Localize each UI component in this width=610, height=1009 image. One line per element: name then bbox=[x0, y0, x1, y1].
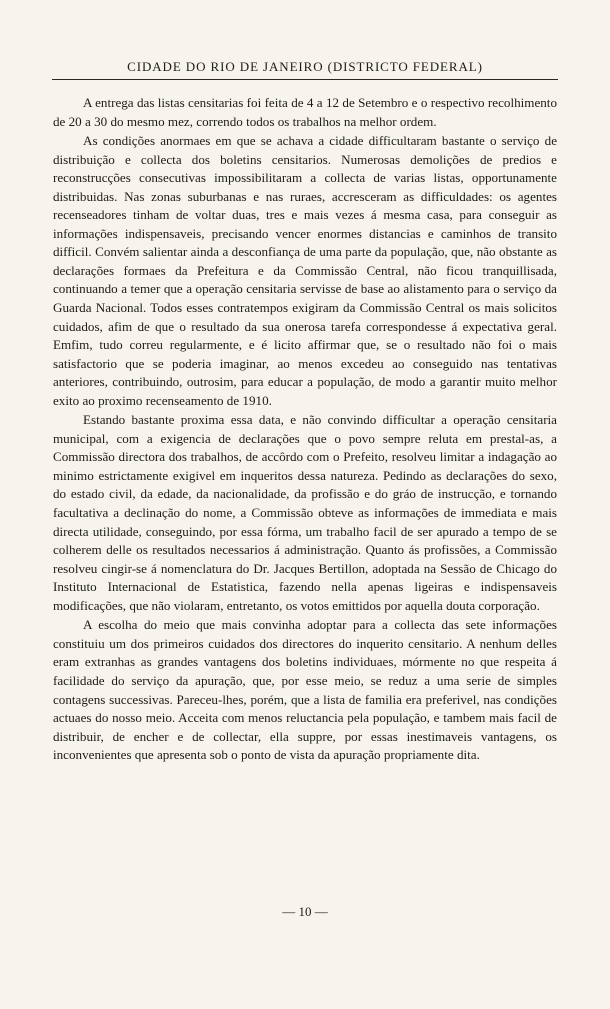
running-head: CIDADE DO RIO DE JANEIRO (DISTRICTO FEDERAL) bbox=[127, 59, 483, 74]
body-text bbox=[53, 94, 557, 765]
paragraph-2: As condições anormaes em que se achava a cidade difficultaram bastante o serviço de distribuição e collecta dos boletins censitarios. Numerosas demolições de predios e reconstrucções consecutivas impossibilitaram a collecta de varias listas, opportunamente distribuidas. Nas zonas suburbanas e nas ruraes, accresceram as difficuldades: os agentes recenseadores tinham de voltar duas, tres e mais vezes á mesma casa, para conseguir as informações indispensaveis, precisando vencer enormes distancias e caminhos de transito difficil. Convém salientar ainda a desconfiança de uma parte da população, que, não obstante as declarações formaes da Prefeitura e da Commissão Central, não ficou tranquillisada, continuando a temer que a operação censitaria servisse de base ao alistamento para o serviço da Guarda Nacional. Todos esses contratempos exigiram da Commissão Central os mais solicitos cuidados, afim de que o resultado da sua onerosa tarefa correspondesse á expectativa geral. Emfim, tudo correu regularmente, e é licito affirmar que, se o resultado não foi o mais satisfactorio que se poderia imaginar, ao menos excedeu ao conseguido nas tentativas anteriores, contribuindo, outrosim, para educar a população, de modo a garantir muito melhor exito ao proximo recenseamento de 1910. bbox=[53, 133, 557, 408]
paragraph-4: A escolha do meio que mais convinha adoptar para a collecta das sete informações constituiu um dos primeiros cuidados dos directores do inquerito censitario. A nenhum delles eram extranhas as grandes vantagens dos boletins individuaes, mórmente no que respeita á facilidade do serviço da apuração, que, por esse meio, se reduz a uma serie de simples contagens successivas. Pareceu-lhes, porém, que a lista de familia era preferivel, nas condições actuaes do nosso meio. Acceita com menos reluctancia pela população, e tambem mais facil de distribuir, de encher e de collectar, ella suppre, por essas inestimaveis vantagens, os inconvenientes que apresenta sob o ponto de vista da apuração propriamente dita. bbox=[53, 617, 557, 763]
paragraph-3: Estando bastante proxima essa data, e não convindo difficultar a operação censitaria municipal, com a exigencia de declarações que o povo sempre reluta em prestal-as, a Commissão directora dos trabalhos, de accôrdo com o Prefeito, resolveu limitar a indagação ao minimo estrictamente exigivel em inqueritos dessa natureza. Pedindo as declarações do sexo, do estado civil, da edade, da nacionalidade, da profissão e do gráo de instrucção, e tornando facultativa a declinação do nome, a Commissão obteve as informações de immediata e mais directa utilidade, conseguindo, por essa fórma, um trabalho facil de ser apurado a tempo de se colherem delle os resultados necessarios á administração. Quanto ás profissões, a Commissão resolveu cingir-se á nomenclatura do Dr. Jacques Bertillon, adoptada na Sessão de Chicago do Instituto Internacional de Estatistica, fazendo nella apenas ligeiras e indispensaveis modificações, que não violaram, entretanto, os votos emittidos por aquella douta corporação. bbox=[53, 412, 557, 613]
header-rule bbox=[52, 79, 558, 80]
paragraph-1: A entrega das listas censitarias foi feita de 4 a 12 de Setembro e o respectivo recolhimento de 20 a 30 do mesmo mez, correndo todos os trabalhos na melhor ordem. bbox=[53, 95, 557, 129]
page-number: — 10 — bbox=[282, 904, 328, 919]
